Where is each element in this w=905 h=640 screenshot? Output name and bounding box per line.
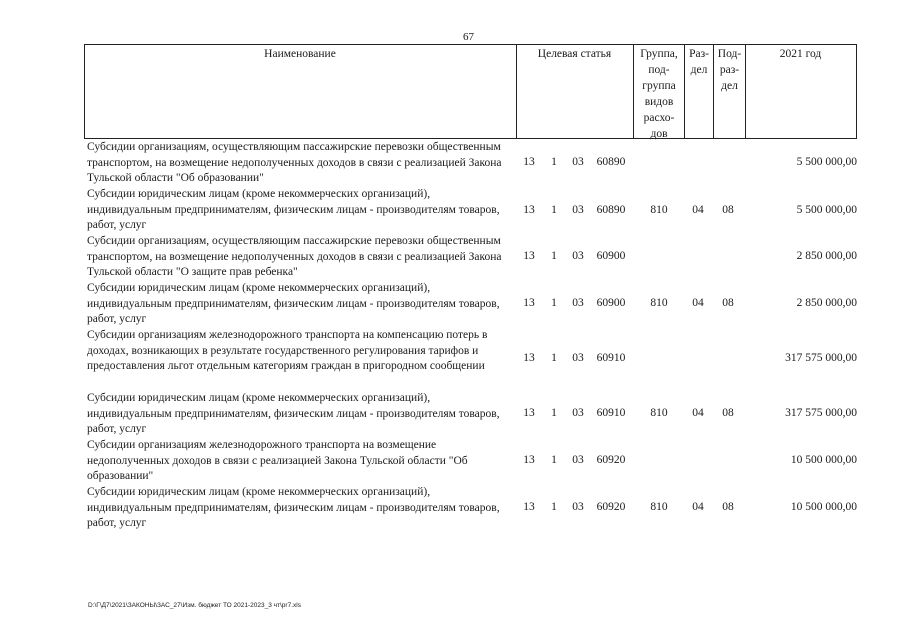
col-divider	[856, 44, 857, 138]
row-amount: 2 850 000,00	[796, 297, 857, 309]
row-c1: 13	[523, 501, 535, 513]
row-c2: 1	[551, 501, 557, 513]
header-target: Целевая статья	[537, 48, 612, 60]
row-c2: 1	[551, 407, 557, 419]
row-c2: 1	[551, 352, 557, 364]
row-amount: 5 500 000,00	[796, 156, 857, 168]
row-amount: 10 500 000,00	[790, 501, 857, 513]
row-subsection: 08	[722, 297, 734, 309]
row-name: Субсидии юридическим лицам (кроме некоммерческих организаций), индивидуальным предпринимателям, физическим лицам - производителям товаров, работ, услуг	[87, 392, 500, 435]
row-c2: 1	[551, 250, 557, 262]
row-name: Субсидии организациям, осуществляющим пассажирские перевозки общественным транспортом, на возмещение недополученных доходов в связи с реализацией Закона Тульской области "Об образовании"	[87, 141, 502, 184]
row-group: 810	[650, 204, 668, 216]
col-divider	[684, 44, 685, 138]
row-section: 04	[692, 407, 704, 419]
table-row	[84, 391, 857, 439]
row-section: 04	[692, 501, 704, 513]
row-c1: 13	[523, 352, 535, 364]
row-c4: 60900	[596, 297, 626, 309]
row-group: 810	[650, 407, 668, 419]
row-c4: 60920	[596, 454, 626, 466]
header-year: 2021 год	[779, 48, 822, 60]
table-row	[84, 140, 857, 188]
table-row	[84, 281, 857, 329]
row-c3: 03	[572, 204, 584, 216]
row-c1: 13	[523, 250, 535, 262]
row-amount: 10 500 000,00	[790, 454, 857, 466]
row-group: 810	[650, 501, 668, 513]
row-c4: 60910	[596, 352, 626, 364]
row-amount: 2 850 000,00	[796, 250, 857, 262]
row-c4: 60900	[596, 250, 626, 262]
row-name: Субсидии юридическим лицам (кроме некоммерческих организаций), индивидуальным предпринимателям, физическим лицам - производителям товаров, работ, услуг	[87, 282, 500, 325]
row-c3: 03	[572, 454, 584, 466]
row-amount: 317 575 000,00	[785, 407, 857, 419]
row-name: Субсидии организациям железнодорожного транспорта на возмещение недополученных доходов в связи с реализацией Закона Тульской области "Об образовании"	[87, 439, 468, 482]
header-group: Группа, под- группа видов расхо- дов	[640, 48, 678, 140]
header-subsection: Под- раз- дел	[717, 48, 742, 92]
row-name: Субсидии юридическим лицам (кроме некоммерческих организаций), индивидуальным предпринимателям, физическим лицам - производителям товаров, работ, услуг	[87, 188, 500, 231]
row-c1: 13	[523, 454, 535, 466]
row-c2: 1	[551, 204, 557, 216]
row-c4: 60890	[596, 156, 626, 168]
row-c2: 1	[551, 156, 557, 168]
col-divider	[713, 44, 714, 138]
table-top-border	[84, 44, 857, 45]
row-c1: 13	[523, 156, 535, 168]
header-section: Раз- дел	[689, 48, 709, 76]
header-name: Наименование	[264, 48, 336, 60]
table-row	[84, 234, 857, 282]
row-c2: 1	[551, 297, 557, 309]
row-name: Субсидии организациям, осуществляющим пассажирские перевозки общественным транспортом, на возмещение недополученных доходов в связи с реализацией Закона Тульской области "О защите прав ребенка"	[87, 235, 502, 278]
row-c3: 03	[572, 250, 584, 262]
col-divider	[633, 44, 634, 138]
row-c4: 60920	[596, 501, 626, 513]
table-row	[84, 438, 857, 486]
row-amount: 317 575 000,00	[785, 352, 857, 364]
row-c2: 1	[551, 454, 557, 466]
row-group: 810	[650, 297, 668, 309]
table-row	[84, 485, 857, 533]
row-c3: 03	[572, 407, 584, 419]
row-c4: 60910	[596, 407, 626, 419]
row-name: Субсидии юридическим лицам (кроме некоммерческих организаций), индивидуальным предпринимателям, физическим лицам - производителям товаров, работ, услуг	[87, 486, 500, 529]
row-section: 04	[692, 297, 704, 309]
row-c3: 03	[572, 297, 584, 309]
row-subsection: 08	[722, 407, 734, 419]
file-path-footer: D:\Г\Д7\2021\ЗАКОНЫ\ЗАС_27\Изм. бюджет ТО 2021-2023_3 чт\pr7.xls	[88, 602, 301, 609]
row-section: 04	[692, 204, 704, 216]
row-c1: 13	[523, 407, 535, 419]
row-c4: 60890	[596, 204, 626, 216]
row-name: Субсидии организациям железнодорожного транспорта на компенсацию потерь в доходах, возникающих в результате государственного регулирования тарифов и предоставления льгот отдельным категориям граждан в пригородном сообщении	[87, 329, 488, 372]
table-row	[84, 187, 857, 235]
row-amount: 5 500 000,00	[796, 204, 857, 216]
page-number: 67	[463, 31, 474, 43]
row-subsection: 08	[722, 501, 734, 513]
row-c1: 13	[523, 204, 535, 216]
row-c1: 13	[523, 297, 535, 309]
row-c3: 03	[572, 501, 584, 513]
row-subsection: 08	[722, 204, 734, 216]
row-c3: 03	[572, 352, 584, 364]
table-row	[84, 328, 857, 392]
row-c3: 03	[572, 156, 584, 168]
